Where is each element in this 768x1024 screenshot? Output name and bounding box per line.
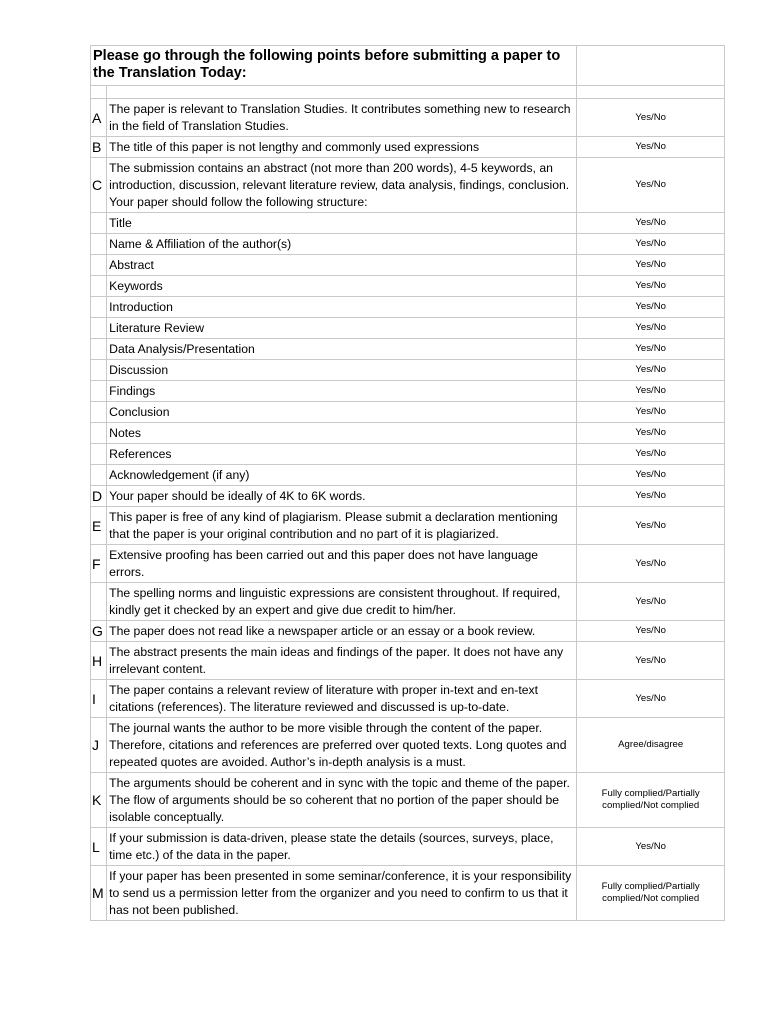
item-letter — [91, 465, 107, 486]
item-text: Abstract — [107, 255, 577, 276]
item-response: Fully complied/Partially complied/Not complied — [577, 866, 725, 921]
item-letter: E — [91, 507, 107, 545]
checklist-row — [91, 297, 725, 318]
title-blank-cell — [577, 46, 725, 86]
checklist-row — [91, 773, 725, 828]
item-text: Conclusion — [107, 402, 577, 423]
item-response: Yes/No — [577, 486, 725, 507]
checklist-row — [91, 583, 725, 621]
item-text: If your paper has been presented in some seminar/conference, it is your responsibility to send us a permission letter from the organizer and you need to confirm to us that it has not been published. — [107, 866, 577, 921]
checklist-row — [91, 486, 725, 507]
item-response: Yes/No — [577, 545, 725, 583]
item-letter: M — [91, 866, 107, 921]
item-text: Title — [107, 213, 577, 234]
item-text: Keywords — [107, 276, 577, 297]
item-response: Yes/No — [577, 465, 725, 486]
item-response: Yes/No — [577, 318, 725, 339]
item-letter — [91, 360, 107, 381]
checklist-row — [91, 718, 725, 773]
item-text: Name & Affiliation of the author(s) — [107, 234, 577, 255]
item-response: Yes/No — [577, 507, 725, 545]
item-response: Yes/No — [577, 158, 725, 213]
item-response: Yes/No — [577, 583, 725, 621]
item-letter: I — [91, 680, 107, 718]
item-response: Yes/No — [577, 828, 725, 866]
checklist-row — [91, 444, 725, 465]
item-text: Discussion — [107, 360, 577, 381]
item-response: Yes/No — [577, 360, 725, 381]
item-text: The spelling norms and linguistic expressions are consistent throughout. If required, kindly get it checked by an expert and give due credit to him/her. — [107, 583, 577, 621]
item-letter: A — [91, 99, 107, 137]
item-response: Yes/No — [577, 339, 725, 360]
item-letter: B — [91, 137, 107, 158]
item-text: The abstract presents the main ideas and findings of the paper. It does not have any irrelevant content. — [107, 642, 577, 680]
checklist-table — [90, 45, 725, 921]
item-letter — [91, 318, 107, 339]
item-text: Findings — [107, 381, 577, 402]
checklist-row — [91, 318, 725, 339]
item-letter — [91, 444, 107, 465]
item-letter — [91, 583, 107, 621]
item-text: Acknowledgement (if any) — [107, 465, 577, 486]
item-text: The journal wants the author to be more visible through the content of the paper. Therefore, citations and references are preferred over quoted texts. Long quotes and repeated quotes are avoided. Author’s in-depth analysis is a must. — [107, 718, 577, 773]
item-letter: D — [91, 486, 107, 507]
item-text: The title of this paper is not lengthy and commonly used expressions — [107, 137, 577, 158]
item-text: This paper is free of any kind of plagiarism. Please submit a declaration mentioning that the paper is your original contribution and no part of it is plagiarized. — [107, 507, 577, 545]
checklist-row — [91, 360, 725, 381]
checklist-row — [91, 402, 725, 423]
item-letter: L — [91, 828, 107, 866]
item-text: Introduction — [107, 297, 577, 318]
item-letter — [91, 255, 107, 276]
item-text: The submission contains an abstract (not more than 200 words), 4-5 keywords, an introduction, discussion, relevant literature review, data analysis, findings, conclusion. Your paper should follow the following structure: — [107, 158, 577, 213]
item-text: The paper does not read like a newspaper article or an essay or a book review. — [107, 621, 577, 642]
item-text: Extensive proofing has been carried out and this paper does not have language errors. — [107, 545, 577, 583]
checklist-row — [91, 828, 725, 866]
item-response: Yes/No — [577, 402, 725, 423]
item-letter — [91, 297, 107, 318]
spacer-cell — [577, 86, 725, 99]
item-letter — [91, 234, 107, 255]
checklist-row — [91, 99, 725, 137]
item-letter: H — [91, 642, 107, 680]
item-letter — [91, 213, 107, 234]
checklist-row — [91, 507, 725, 545]
item-response: Yes/No — [577, 297, 725, 318]
item-letter — [91, 276, 107, 297]
checklist-row — [91, 465, 725, 486]
item-text: The arguments should be coherent and in sync with the topic and theme of the paper. The flow of arguments should be so coherent that no portion of the paper should be isolable conceptually. — [107, 773, 577, 828]
item-response: Yes/No — [577, 137, 725, 158]
checklist-row — [91, 423, 725, 444]
item-letter: K — [91, 773, 107, 828]
item-response: Yes/No — [577, 680, 725, 718]
spacer-cell — [91, 86, 107, 99]
item-response: Yes/No — [577, 213, 725, 234]
item-response: Yes/No — [577, 621, 725, 642]
checklist-row — [91, 158, 725, 213]
checklist-row — [91, 234, 725, 255]
item-response: Yes/No — [577, 276, 725, 297]
title-row — [91, 46, 725, 86]
checklist-row — [91, 545, 725, 583]
item-letter — [91, 402, 107, 423]
item-response: Yes/No — [577, 381, 725, 402]
checklist-row — [91, 276, 725, 297]
item-text: If your submission is data-driven, please state the details (sources, surveys, place, time etc.) of the data in the paper. — [107, 828, 577, 866]
item-text: References — [107, 444, 577, 465]
item-response: Agree/disagree — [577, 718, 725, 773]
checklist-sheet — [90, 45, 725, 921]
checklist-row — [91, 339, 725, 360]
checklist-row — [91, 255, 725, 276]
item-letter — [91, 339, 107, 360]
item-text: The paper is relevant to Translation Studies. It contributes something new to research in the field of Translation Studies. — [107, 99, 577, 137]
checklist-row — [91, 680, 725, 718]
item-response: Yes/No — [577, 423, 725, 444]
spacer-row — [91, 86, 725, 99]
checklist-row — [91, 213, 725, 234]
item-response: Yes/No — [577, 255, 725, 276]
item-letter: J — [91, 718, 107, 773]
spacer-cell — [107, 86, 577, 99]
item-text: The paper contains a relevant review of literature with proper in-text and en-text citations (references). The literature reviewed and discussed is up-to-date. — [107, 680, 577, 718]
item-text: Literature Review — [107, 318, 577, 339]
item-text: Notes — [107, 423, 577, 444]
item-response: Fully complied/Partially complied/Not complied — [577, 773, 725, 828]
item-response: Yes/No — [577, 234, 725, 255]
checklist-row — [91, 866, 725, 921]
item-response: Yes/No — [577, 444, 725, 465]
item-letter — [91, 381, 107, 402]
item-letter: G — [91, 621, 107, 642]
checklist-row — [91, 642, 725, 680]
checklist-row — [91, 381, 725, 402]
item-letter: F — [91, 545, 107, 583]
item-letter — [91, 423, 107, 444]
item-response: Yes/No — [577, 99, 725, 137]
item-response: Yes/No — [577, 642, 725, 680]
checklist-row — [91, 621, 725, 642]
item-letter: C — [91, 158, 107, 213]
item-text: Data Analysis/Presentation — [107, 339, 577, 360]
document-title: Please go through the following points before submitting a paper to the Translation Today: — [91, 46, 577, 86]
item-text: Your paper should be ideally of 4K to 6K words. — [107, 486, 577, 507]
checklist-row — [91, 137, 725, 158]
